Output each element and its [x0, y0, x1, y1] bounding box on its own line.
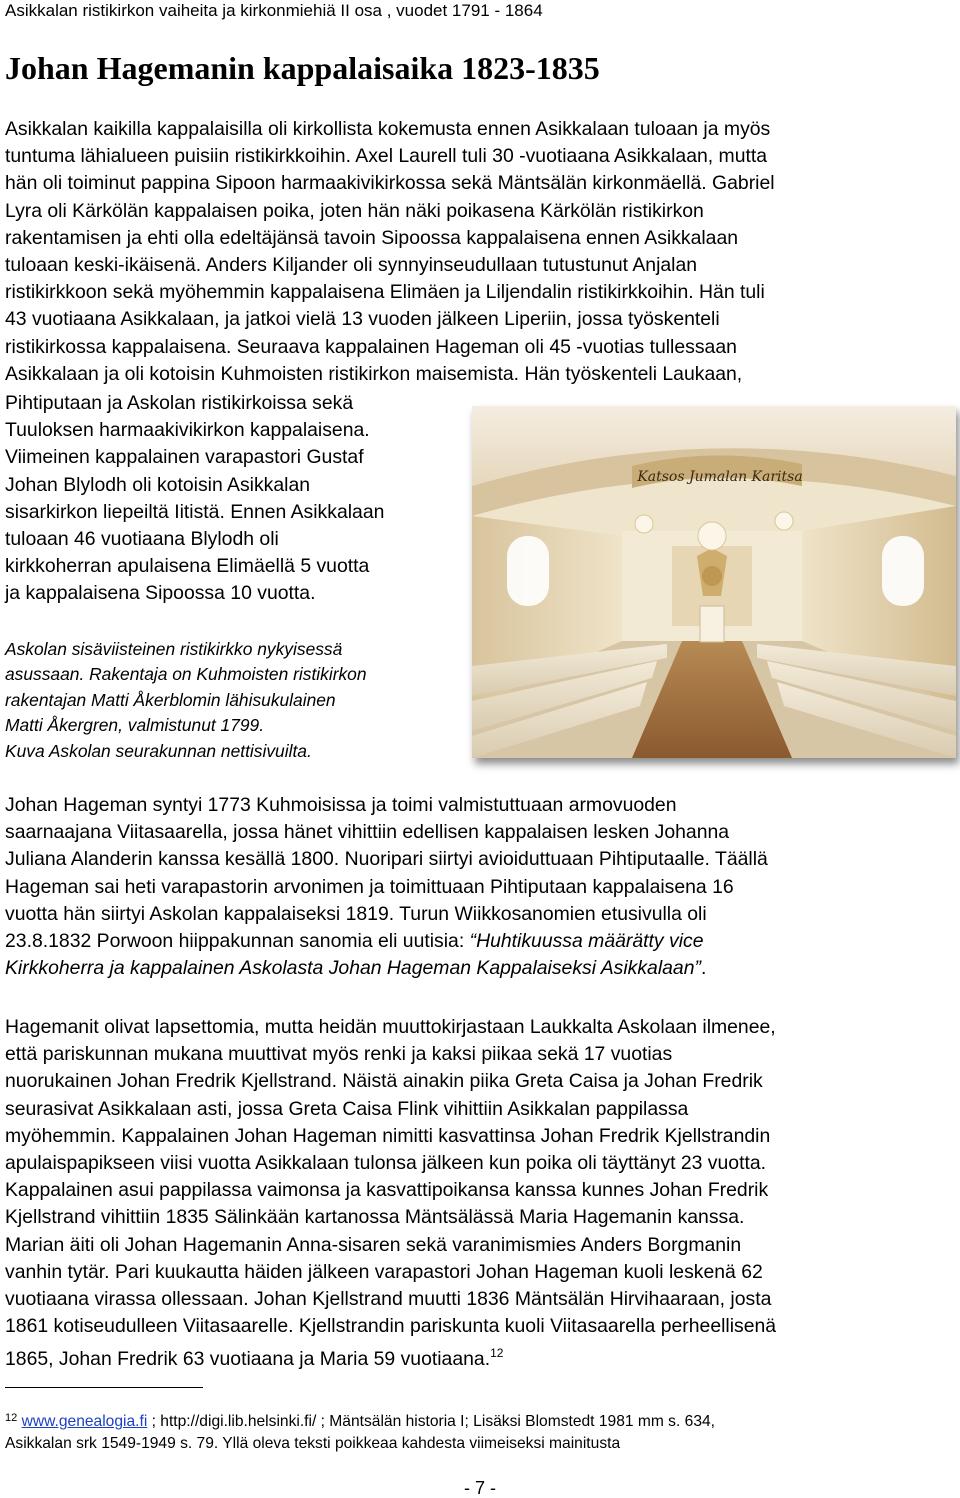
text-line: Pihtiputaan ja Askolan ristikirkoissa sekä — [5, 392, 354, 414]
footnote-number: 12 — [5, 1412, 18, 1424]
caption-line: Kuva Askolan seurakunnan nettisivuilta. — [5, 740, 312, 761]
text-line: saarnaajana Viitasaarella, jossa hänet vihittiin edellisen kappalaisen lesken Johanna — [5, 821, 730, 844]
quote-text: “Huhtikuussa määrätty vice — [469, 930, 704, 953]
text-line: vuotta hän siirtyi Askolan kappalaiseksi 1819. Turun Wiikkosanomien etusivulla oli — [5, 902, 707, 925]
text-line: tuloaan keski-ikäisenä. Anders Kiljander oli synnyinseudullaan tutustunut Anjalan — [5, 254, 698, 277]
text-fragment: . — [700, 957, 707, 980]
footnote-line — [5, 1407, 955, 1433]
text-line: nuorukainen Johan Fredrik Kjellstrand. Näistä ainakin piika Greta Caisa ja Johan Fredrik — [5, 1070, 763, 1093]
text-line: vuotiaana virassa ollessaan. Johan Kjellstrand muutti 1836 Mäntsälän Hirvihaaraan, josta — [5, 1288, 772, 1311]
running-header: Asikkalan ristikirkon vaiheita ja kirkonmiehiä II osa , vuodet 1791 - 1864 — [5, 1, 543, 20]
photo-banner-text: Katsos Jumalan Karitsa — [637, 469, 803, 485]
quote-text: Kirkkoherra ja kappalainen Askolasta Johan Hageman Kappalaiseksi Asikkalaan” — [5, 957, 701, 980]
text-fragment: 23.8.1832 Porwoon hiippakunnan sanomia eli uutisia: — [5, 930, 470, 953]
side-paragraph — [5, 390, 465, 608]
biography-paragraph — [5, 792, 955, 982]
text-line: Tuuloksen harmaakivikirkon kappalaisena. — [5, 419, 370, 442]
text-line: hän oli toiminut pappina Sipoon harmaakivikirkossa sekä Mäntsälän kirkonmäellä. Gabriel — [5, 172, 775, 195]
text-line — [5, 928, 955, 955]
text-line: Hagemanit olivat lapsettomia, mutta heidän muuttokirjastaan Laukkalta Askolaan ilmenee, — [5, 1016, 776, 1038]
text-line: Lyra oli Kärkölän kappalaisen poika, joten hän näki poikasena Kärkölän ristikirkon — [5, 199, 704, 222]
text-line: Viimeinen kappalainen varapastori Gustaf — [5, 446, 364, 469]
text-line: Juliana Alanderin kanssa kesällä 1800. Nuoripari siirtyi avioiduttuaan Pihtiputaalle. Täällä — [5, 848, 768, 871]
text-line: Asikkalaan ja oli kotoisin Kuhmoisten ristikirkon maisemista. Hän työskenteli Laukaan, — [5, 362, 743, 385]
text-line: tuloaan 46 vuotiaana Blylodh oli — [5, 528, 279, 551]
text-line: seurasivat Asikkalaan asti, jossa Greta Caisa Flink vihittiin Asikkalan pappilassa — [5, 1097, 689, 1120]
footnote — [5, 1407, 955, 1455]
text-line: vanhin tytär. Pari kuukautta häiden jälkeen varapastori Johan Hageman kuoli leskenä 62 — [5, 1260, 763, 1283]
photo-caption — [5, 637, 465, 764]
text-fragment: 1865, Johan Fredrik 63 vuotiaana ja Maria 59 vuotiaana. — [5, 1348, 491, 1371]
intro-paragraph — [5, 116, 955, 388]
caption-line: rakentajan Matti Åkerblomin lähisukulainen — [5, 689, 336, 710]
caption-line: Askolan sisäviisteinen ristikirkko nykyisessä — [5, 639, 343, 659]
text-line: että pariskunnan mukana muuttivat myös renki ja kaksi piikaa sekä 17 vuotias — [5, 1043, 673, 1066]
text-line — [5, 1340, 955, 1373]
genealogia-link[interactable]: www.genealogia.fi — [21, 1413, 148, 1430]
text-line: myöhemmin. Kappalainen Johan Hageman nimitti kasvattinsa Johan Fredrik Kjellstrandin — [5, 1124, 771, 1147]
text-line: sisarkirkon liepeiltä Iitistä. Ennen Asikkalaan — [5, 500, 385, 523]
footnote-sources: ; http://digi.lib.helsinki.fi/ ; Mäntsälän historia I; Lisäksi Blomstedt 1981 mm s. 634, — [147, 1413, 715, 1430]
church-interior-photo — [472, 406, 956, 758]
text-line: Hageman sai heti varapastorin arvonimen ja toimittuaan Pihtiputaan kappalaisena 16 — [5, 875, 734, 898]
text-line: ja kappalaisena Sipoossa 10 vuotta. — [5, 582, 316, 605]
text-line: ristikirkkoon sekä myöhemmin kappalaisena Elimäen ja Liljendalin ristikirkkoihin. Hän tuli — [5, 281, 765, 304]
text-line: Asikkalan kaikilla kappalaisilla oli kirkollista kokemusta ennen Asikkalaan tuloaan ja myös — [5, 118, 771, 140]
footnote-reference[interactable]: 12 — [490, 1346, 504, 1361]
caption-line: asussaan. Rakentaja on Kuhmoisten ristikirkon — [5, 664, 367, 685]
page-number: - 7 - — [463, 1478, 496, 1498]
text-line: Kjellstrand vihittiin 1835 Sälinkään kartanossa Mäntsälässä Maria Hagemanin kanssa. — [5, 1206, 745, 1229]
footnote-line: Asikkalan srk 1549-1949 s. 79. Yllä oleva teksti poikkeaa kahdesta viimeiseksi mainitusta — [5, 1435, 621, 1452]
text-line: ristikirkossa kappalaisena. Seuraava kappalainen Hageman oli 45 -vuotias tullessaan — [5, 335, 737, 358]
family-paragraph — [5, 1014, 955, 1374]
text-line: Marian äiti oli Johan Hagemanin Anna-sisaren sekä varanimismies Anders Borgmanin — [5, 1233, 742, 1256]
text-line: Kappalainen asui pappilassa vaimonsa ja kasvattipoikansa kanssa kunnes Johan Fredrik — [5, 1179, 769, 1202]
text-line: Johan Blylodh oli kotoisin Asikkalan — [5, 473, 311, 496]
text-line: apulaispapikseen viisi vuotta Asikkalaan tulonsa jälkeen kun poika oli täyttänyt 23 vuotta. — [5, 1152, 767, 1175]
text-line: tuntuma lähialueen puisiin ristikirkkoihin. Axel Laurell tuli 30 -vuotiaana Asikkalaan, mutta — [5, 145, 768, 168]
text-line: 1861 kotiseudulleen Viitasaarelle. Kjellstrandin pariskunta kuoli Viitasaarella perheellisenä — [5, 1315, 777, 1338]
caption-line: Matti Åkergren, valmistunut 1799. — [5, 715, 265, 736]
text-line: rakentamisen ja ehti olla edeltäjänsä tavoin Sipoossa kappalaisena ennen Asikkalaan — [5, 226, 739, 249]
text-line: Johan Hageman syntyi 1773 Kuhmoisissa ja toimi valmistuttuaan armovuoden — [5, 794, 677, 816]
text-line: kirkkoherran apulaisena Elimäellä 5 vuotta — [5, 555, 370, 578]
footnote-divider — [5, 1387, 203, 1388]
page-title: Johan Hagemanin kappalaisaika 1823-1835 — [5, 50, 600, 86]
text-line — [5, 955, 955, 982]
text-line: 43 vuotiaana Asikkalaan, ja jatkoi vielä 13 vuoden jälkeen Liperiin, jossa työskenteli — [5, 308, 720, 331]
